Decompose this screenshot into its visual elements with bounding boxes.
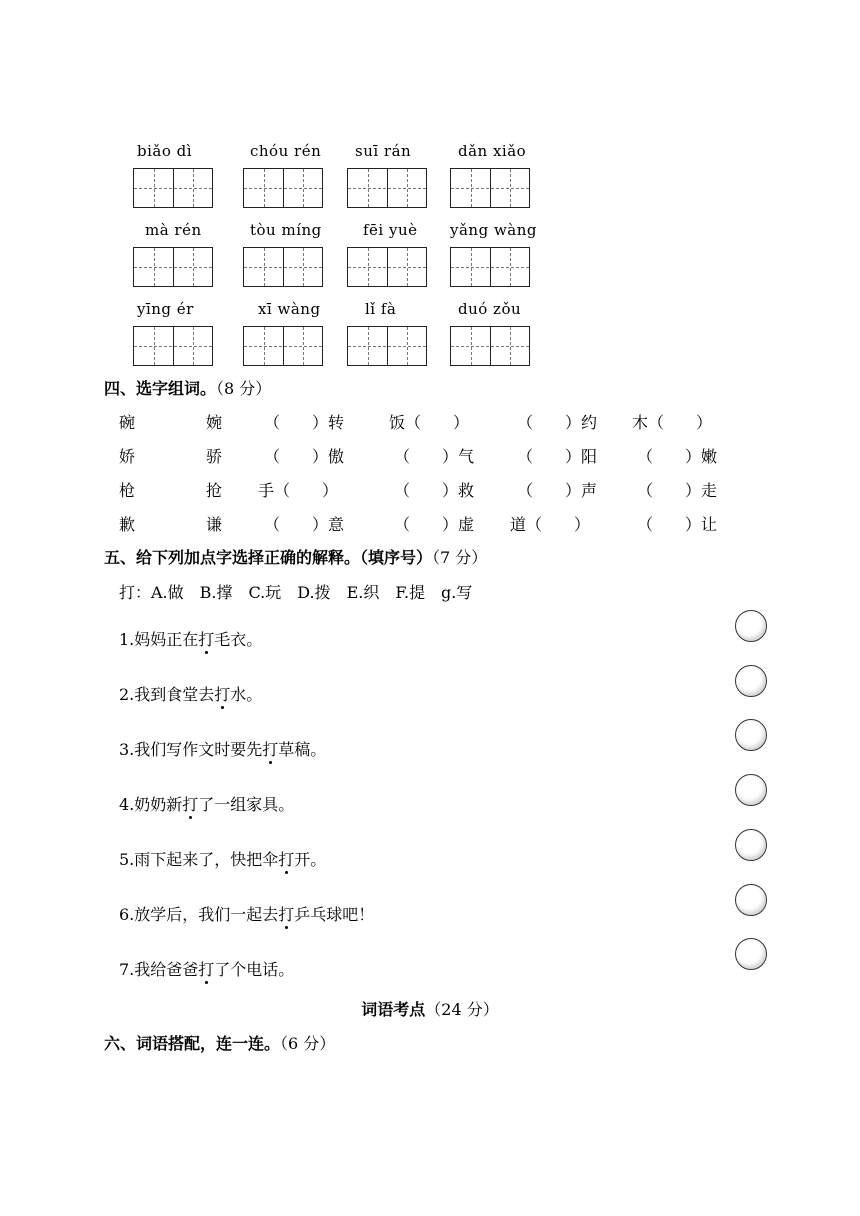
section-points: （7 分） (432, 548, 488, 567)
char-option: 骄 (206, 447, 223, 466)
char-option: 抢 (206, 481, 223, 500)
fill-blank[interactable]: （ ）转 (264, 413, 345, 432)
fill-blank[interactable]: （ ）救 (394, 481, 475, 500)
vocab-section-title (0, 997, 860, 1020)
answer-circle[interactable] (735, 719, 767, 751)
definition-options: 打：A.做 B.撑 C.玩 D.拨 E.织 F.提 g.写 (119, 583, 473, 602)
fill-blank[interactable]: （ ）约 (517, 413, 598, 432)
fill-blank[interactable]: 手（ ） (258, 481, 339, 500)
pinyin-label: mà rén (145, 221, 202, 239)
fill-blank[interactable]: （ ）意 (264, 515, 345, 534)
fill-blank[interactable]: 饭（ ） (389, 413, 470, 432)
writing-grid[interactable] (450, 326, 530, 366)
pinyin-label: chóu rén (250, 142, 322, 160)
sentence-text: 乒乓球吧！ (294, 905, 375, 924)
pinyin-label: suī rán (355, 142, 412, 160)
list-item (119, 792, 294, 815)
item-number: 6. (119, 905, 135, 924)
char-option: 歉 (119, 515, 136, 534)
answer-circle[interactable] (735, 884, 767, 916)
section-title: 五、给下列加点字选择正确的解释。（填序号） (104, 548, 433, 567)
fill-blank[interactable]: （ ）让 (637, 515, 718, 534)
writing-grid[interactable] (347, 247, 427, 287)
item-number: 7. (119, 960, 135, 979)
pinyin-label: biǎo dì (137, 142, 193, 160)
writing-grid[interactable] (243, 326, 323, 366)
sentence-text: 我到食堂去 (134, 685, 215, 704)
sentence-text: 放学后，我们一起去 (134, 905, 279, 924)
sentence-text: 我给爸爸 (134, 960, 199, 979)
sentence-text: 开。 (294, 850, 327, 869)
writing-grid[interactable] (243, 247, 323, 287)
section-6-heading (104, 1031, 335, 1054)
fill-blank[interactable]: 木（ ） (632, 413, 713, 432)
answer-circle[interactable] (735, 665, 767, 697)
answer-circle[interactable] (735, 938, 767, 970)
fill-blank[interactable]: （ ）傲 (264, 447, 345, 466)
sentence-text: 雨下起来了，快把伞 (134, 850, 279, 869)
dotted-char: 打 (262, 737, 278, 760)
list-item (119, 682, 262, 705)
section-5-heading (104, 545, 487, 568)
vocab-points: （24 分） (425, 1000, 499, 1019)
fill-blank[interactable]: （ ）嫩 (637, 447, 718, 466)
item-number: 2. (119, 685, 135, 704)
section-points: （6 分） (280, 1034, 336, 1053)
vocab-title-text: 词语考点 (361, 1000, 426, 1019)
sentence-text: 我们写作文时要先 (134, 740, 263, 759)
list-item (119, 627, 262, 650)
sentence-text: 了个电话。 (214, 960, 295, 979)
section-title: 六、词语搭配，连一连。 (104, 1034, 281, 1053)
list-item (119, 847, 326, 870)
char-option: 枪 (119, 481, 136, 500)
pinyin-label: yǎng wàng (450, 221, 537, 239)
writing-grid[interactable] (133, 326, 213, 366)
pinyin-label: fēi yuè (363, 221, 418, 239)
item-number: 1. (119, 630, 135, 649)
writing-grid[interactable] (347, 168, 427, 208)
sentence-text: 草稿。 (278, 740, 327, 759)
writing-grid[interactable] (243, 168, 323, 208)
section-points: （8 分） (216, 379, 272, 398)
item-number: 4. (119, 795, 135, 814)
pinyin-label: dǎn xiǎo (458, 142, 527, 160)
writing-grid[interactable] (133, 168, 213, 208)
sentence-text: 奶奶新 (134, 795, 183, 814)
answer-circle[interactable] (735, 829, 767, 861)
sentence-text: 毛衣。 (214, 630, 263, 649)
section-title: 四、选字组词。 (104, 379, 217, 398)
writing-grid[interactable] (450, 247, 530, 287)
char-option: 娇 (119, 447, 136, 466)
pinyin-label: xī wàng (258, 300, 321, 318)
writing-grid[interactable] (450, 168, 530, 208)
fill-blank[interactable]: （ ）声 (517, 481, 598, 500)
writing-grid[interactable] (347, 326, 427, 366)
dotted-char: 打 (198, 627, 214, 650)
sentence-text: 水。 (230, 685, 263, 704)
sentence-text: 妈妈正在 (134, 630, 199, 649)
list-item (119, 957, 294, 980)
fill-blank[interactable]: （ ）阳 (517, 447, 598, 466)
answer-circle[interactable] (735, 610, 767, 642)
fill-blank[interactable]: （ ）气 (394, 447, 475, 466)
pinyin-label: tòu míng (250, 221, 322, 239)
list-item (119, 737, 326, 760)
dotted-char: 打 (278, 902, 294, 925)
fill-blank[interactable]: （ ）走 (637, 481, 718, 500)
fill-blank[interactable]: （ ）虚 (394, 515, 475, 534)
pinyin-label: duó zǒu (458, 300, 522, 318)
item-number: 5. (119, 850, 135, 869)
sentence-text: 了一组家具。 (198, 795, 295, 814)
dotted-char: 打 (214, 682, 230, 705)
writing-grid[interactable] (133, 247, 213, 287)
list-item (119, 902, 374, 925)
dotted-char: 打 (278, 847, 294, 870)
section-4-heading (104, 376, 271, 399)
pinyin-label: yīng ér (137, 300, 194, 318)
pinyin-label: lǐ fà (365, 300, 397, 318)
item-number: 3. (119, 740, 135, 759)
answer-circle[interactable] (735, 774, 767, 806)
char-option: 婉 (206, 413, 223, 432)
fill-blank[interactable]: 道（ ） (510, 515, 591, 534)
dotted-char: 打 (182, 792, 198, 815)
dotted-char: 打 (198, 957, 214, 980)
char-option: 谦 (206, 515, 223, 534)
char-option: 碗 (119, 413, 136, 432)
